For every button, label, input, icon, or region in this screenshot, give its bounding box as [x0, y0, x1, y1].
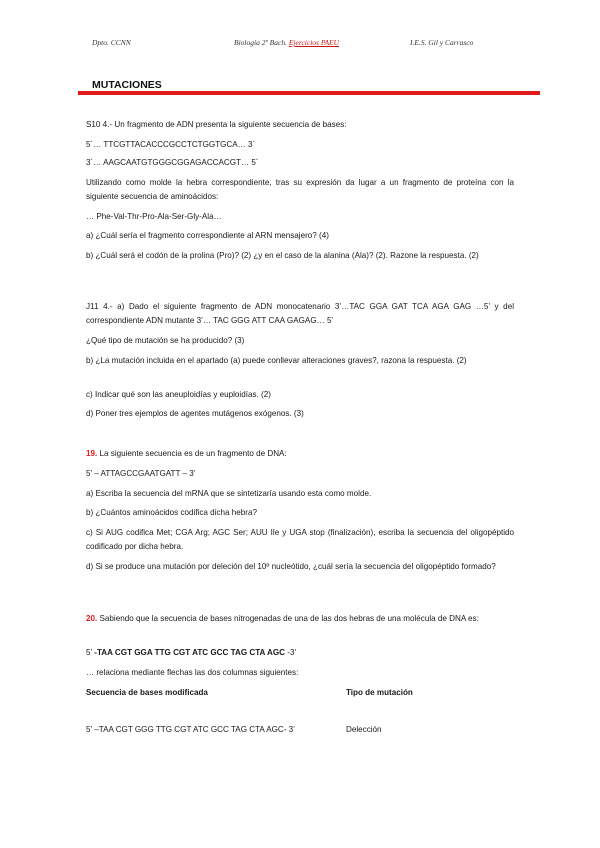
header-course-label: Biología 2º Bach.	[234, 38, 287, 47]
ex1-peptide: … Phe-Val-Thr-Pro-Ala-Ser-Gly-Ala…	[86, 212, 222, 221]
ex3-intro	[86, 447, 514, 461]
header-course	[234, 38, 339, 47]
header-department: Dpto. CCNN	[92, 38, 131, 47]
title-underline	[78, 91, 540, 95]
header-exercises-link[interactable]: Ejercicios PAEU	[288, 38, 340, 47]
ex3-question-d: d) Si se produce una mutación por deleción del 10º nucleótido, ¿cuál sería la secuencia del oligopéptido formado?	[86, 562, 496, 571]
header-school: I.E.S. Gil y Carrasco	[410, 38, 474, 47]
ex4-seq	[86, 646, 514, 660]
ex1-seq1: 5´… TTCGTTACACCCGCCTCTGGTGCA… 3´	[86, 140, 256, 149]
ex4-seq-prefix: 5’	[86, 648, 95, 657]
ex1-text: Utilizando como molde la hebra correspondiente, tras su expresión da lugar a un fragmento de proteína con la siguiente secuencia de aminoácidos:	[86, 178, 514, 201]
ex4-number: 20.	[86, 614, 98, 623]
ex3-question-b: b) ¿Cuántos aminoácidos codifica dicha hebra?	[86, 508, 257, 517]
ex4-instruction: … relaciona mediante flechas las dos columnas siguientes:	[86, 668, 299, 677]
ex3-seq: 5’ – ATTAGCCGAATGATT – 3’	[86, 469, 196, 478]
ex1-intro: S10 4.- Un fragmento de ADN presenta la siguiente secuencia de bases:	[86, 120, 347, 129]
ex3-question-c: c) Si AUG codifica Met; CGA Arg; AGC Ser; AUU Ile y UGA stop (finalización), escriba la secuencia del oligopéptido codificado por dicha hebra.	[86, 528, 514, 551]
ex4-intro-text: Sabiendo que la secuencia de bases nitrogenadas de una de las dos hebras de una molécula de DNA es:	[97, 614, 479, 623]
ex4-row1-type: Delección	[346, 725, 382, 734]
ex4-intro	[86, 612, 514, 626]
ex2-question-c: c) Indicar qué son las aneuploidías y euploidías. (2)	[86, 390, 271, 399]
ex2-question-1: ¿Qué tipo de mutación se ha producido? (3)	[86, 336, 245, 345]
ex3-question-a: a) Escriba la secuencia del mRNA que se sintetizaría usando esta como molde.	[86, 489, 372, 498]
ex1-question-b: b) ¿Cuál será el codón de la prolina (Pro)? (2) ¿y en el caso de la alanina (Ala)? (2). Razone la respuesta. (2)	[86, 251, 479, 260]
ex4-seq-suffix: -3’	[285, 648, 297, 657]
ex3-number: 19.	[86, 449, 98, 458]
ex4-seq-bases: -TAA CGT GGA TTG CGT ATC GCC TAG CTA AGC	[94, 648, 286, 657]
ex4-row1-sequence: 5’ –TAA CGT GGG TTG CGT ATC GCC TAG CTA AGC- 3’	[86, 725, 295, 734]
ex2-question-d: d) Poner tres ejemplos de agentes mutágenos exógenos. (3)	[86, 409, 304, 418]
ex2-question-b: b) ¿La mutación incluida en el apartado (a) puede conllevar alteraciones graves?, razona la respuesta. (2)	[86, 356, 467, 365]
ex3-intro-text: La siguiente secuencia es de un fragmento de DNA:	[97, 449, 287, 458]
ex4-col1-header: Secuencia de bases modificada	[86, 688, 208, 697]
ex1-question-a: a) ¿Cuál sería el fragmento correspondiente al ARN mensajero? (4)	[86, 231, 329, 240]
page-title: MUTACIONES	[92, 79, 162, 91]
ex1-seq2: 3´… AAGCAATGTGGGCGGAGACCACGT… 5´	[86, 158, 259, 167]
ex2-intro: J11 4.- a) Dado el siguiente fragmento de ADN monocatenario 3’…TAC GGA GAT TCA AGA GAG …5’ y del correspondiente ADN mutante 3’… TAC GGG ATT CAA GAGAG… 5’	[86, 302, 514, 325]
ex4-col2-header: Tipo de mutación	[346, 688, 413, 697]
